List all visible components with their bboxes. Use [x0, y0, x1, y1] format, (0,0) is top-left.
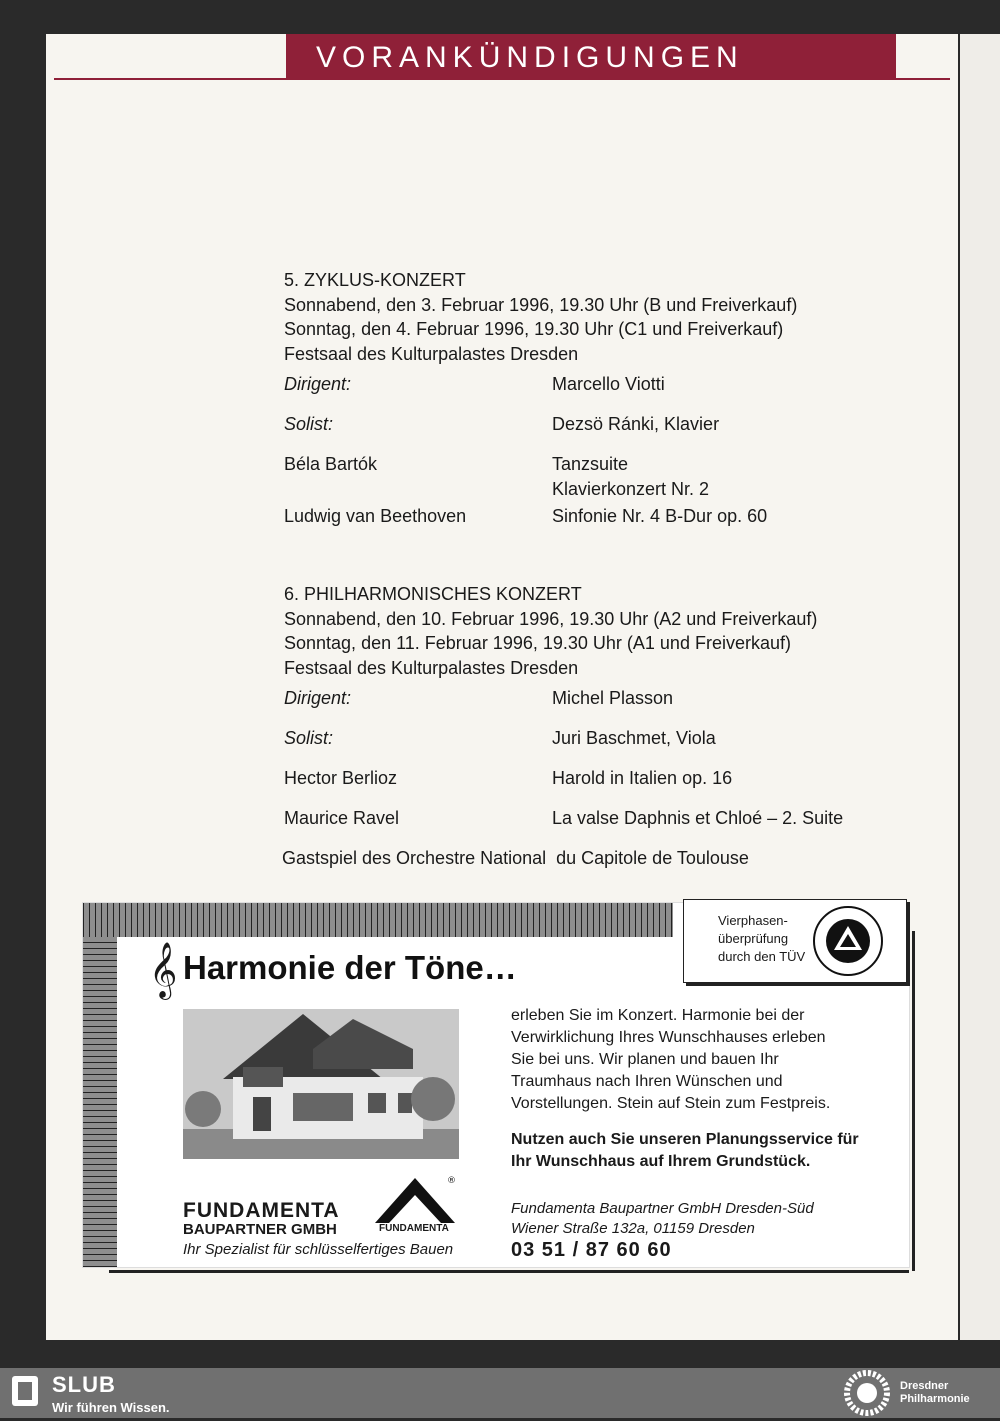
concert-date: Sonnabend, den 10. Februar 1996, 19.30 Uhr (A2 und Freiverkauf)	[284, 608, 818, 629]
ad-headline: Harmonie der Töne…	[183, 949, 517, 986]
work-title: Tanzsuite	[552, 454, 629, 474]
ad-body-line: Verwirklichung Ihres Wunschhauses erleben	[511, 1029, 826, 1046]
phone-number: 03 51 / 87 60 60	[511, 1239, 672, 1261]
company-name: Fundamenta Baupartner GmbH Dresden-Süd	[511, 1200, 814, 1217]
tuv-line: Vierphasen-	[718, 913, 788, 928]
advertisement	[82, 902, 910, 1268]
program-row	[284, 498, 904, 538]
ad-body-line: Traumhaus nach Ihren Wünschen und	[511, 1073, 783, 1090]
slub-name: SLUB	[52, 1372, 116, 1397]
performer: Marcello Viotti	[552, 374, 665, 394]
concert-title: 5. ZYKLUS-KONZERT	[284, 270, 466, 290]
role-label: Solist:	[284, 414, 334, 434]
treble-clef-icon: 𝄞	[149, 944, 178, 997]
header-rule	[54, 78, 950, 80]
svg-text:®: ®	[447, 1176, 456, 1186]
philharmonie-name	[900, 1380, 970, 1406]
composer: Maurice Ravel	[284, 808, 400, 828]
slub-logo-icon	[10, 1374, 40, 1413]
concert-6	[284, 582, 904, 840]
program-row	[284, 406, 904, 446]
work: La valse Daphnis et Chloé – 2. Suite	[552, 808, 844, 828]
slub-tagline: Wir führen Wissen.	[52, 1400, 170, 1415]
work-title: Klavierkonzert Nr. 2	[552, 478, 710, 499]
company-address	[511, 1199, 814, 1239]
document-page	[46, 34, 958, 1340]
ad-callout-line: Nutzen auch Sie unseren Planungsservice für	[511, 1131, 859, 1148]
program-row	[284, 680, 904, 720]
section-title: VORANKÜNDIGUNGEN	[286, 34, 896, 78]
concert-5	[284, 268, 904, 538]
composer: Béla Bartók	[284, 454, 378, 474]
concert-date: Sonnabend, den 3. Februar 1996, 19.30 Uhr (B und Freiverkauf)	[284, 294, 798, 315]
performer: Juri Baschmet, Viola	[552, 728, 716, 748]
role-label: Solist:	[284, 728, 334, 748]
concert-title: 6. PHILHARMONISCHES KONZERT	[284, 584, 582, 604]
fundamenta-logo-icon	[375, 1173, 455, 1228]
street-address: Wiener Straße 132a, 01159 Dresden	[511, 1220, 755, 1237]
logo-small-text: FUNDAMENTA	[379, 1223, 449, 1234]
concert-venue: Festsaal des Kulturpalastes Dresden	[284, 343, 579, 364]
adjacent-page-edge	[960, 34, 1000, 1340]
program-row	[284, 366, 904, 406]
concert-date: Sonntag, den 4. Februar 1996, 19.30 Uhr (C1 und Freiverkauf)	[284, 319, 784, 339]
work	[552, 452, 709, 501]
program-row	[284, 720, 904, 760]
concert-date: Sonntag, den 11. Februar 1996, 19.30 Uhr (A1 und Freiverkauf)	[284, 633, 791, 653]
ad-body-line: Sie bei uns. Wir planen und bauen Ihr	[511, 1051, 779, 1068]
composer: Hector Berlioz	[284, 768, 398, 788]
guest-note: Gastspiel des Orchestre National du Capitole de Toulouse	[282, 848, 749, 868]
role-label: Dirigent:	[284, 688, 352, 708]
program-row	[284, 800, 904, 840]
concert-venue: Festsaal des Kulturpalastes Dresden	[284, 657, 579, 678]
ad-callout-line: Ihr Wunschhaus auf Ihrem Grundstück.	[511, 1153, 811, 1170]
philharmonie-line: Dresdner	[900, 1380, 949, 1392]
program-row	[284, 760, 904, 800]
performer: Dezsö Ránki, Klavier	[552, 414, 720, 434]
ad-body	[511, 1005, 891, 1115]
ruler-graphic	[83, 937, 117, 1267]
logo-subline: BAUPARTNER GMBH	[183, 1221, 337, 1238]
tuv-seal-icon	[810, 904, 886, 983]
tuv-line: überprüfung	[718, 931, 789, 946]
footer-bar	[0, 1368, 1000, 1418]
work: Sinfonie Nr. 4 B-Dur op. 60	[552, 506, 768, 526]
ad-callout	[511, 1129, 891, 1173]
work: Harold in Italien op. 16	[552, 768, 733, 788]
philharmonie-logo-icon	[842, 1370, 892, 1421]
frame-rule	[912, 931, 915, 1271]
performer: Michel Plasson	[552, 688, 674, 708]
composer: Ludwig van Beethoven	[284, 506, 467, 526]
tuv-line: durch den TÜV	[718, 949, 806, 964]
house-photo	[183, 1009, 459, 1159]
ruler-graphic	[83, 903, 673, 937]
ad-body-line: erleben Sie im Konzert. Harmonie bei der	[511, 1007, 805, 1024]
ad-body-line: Vorstellungen. Stein auf Stein zum Festpreis.	[511, 1095, 831, 1112]
logo-tagline: Ihr Spezialist für schlüsselfertiges Bauen	[183, 1241, 454, 1258]
tuv-badge	[683, 899, 907, 983]
logo-wordmark: FUNDAMENTA	[183, 1199, 340, 1222]
philharmonie-line: Philharmonie	[900, 1393, 970, 1405]
role-label: Dirigent:	[284, 374, 352, 394]
frame-rule	[109, 1270, 909, 1273]
tuv-text	[718, 912, 805, 966]
program-row	[284, 446, 904, 498]
